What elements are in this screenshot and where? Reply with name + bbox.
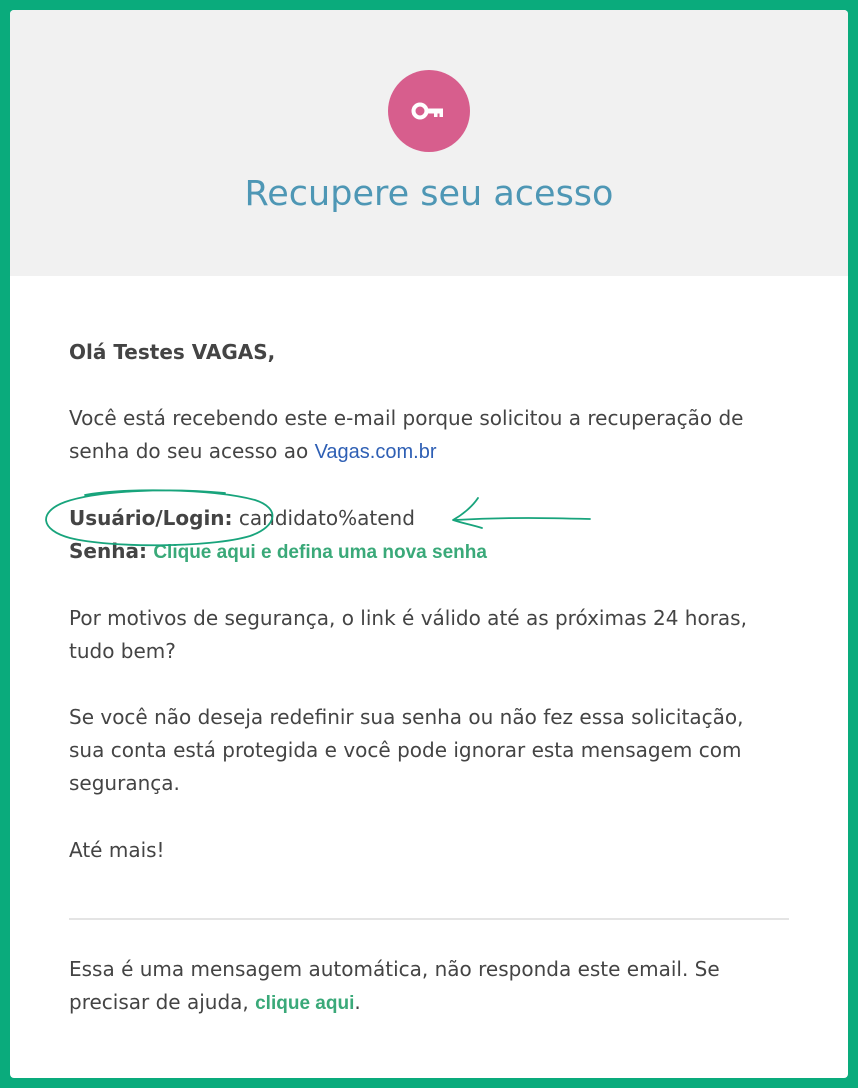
user-label: Usuário/Login: xyxy=(69,506,233,530)
ignore-line-2: sua conta está protegida e você pode ignorar esta mensagem com xyxy=(69,738,742,762)
divider xyxy=(69,918,789,920)
greeting: Olá Testes VAGAS, xyxy=(69,340,276,364)
annotation-arrow-head xyxy=(453,498,482,528)
vagas-link[interactable]: Vagas.com.br xyxy=(314,441,437,463)
user-row xyxy=(69,502,415,535)
key-badge xyxy=(388,70,470,152)
footer-line-1: Essa é uma mensagem automática, não responda este email. Se xyxy=(69,957,720,981)
help-link[interactable]: clique aqui xyxy=(255,993,355,1014)
password-label: Senha: xyxy=(69,539,147,563)
page-title: Recupere seu acesso xyxy=(244,174,614,214)
email-card xyxy=(10,10,848,1078)
user-value: candidato%atend xyxy=(238,506,415,530)
security-line-2: tudo bem? xyxy=(69,639,176,663)
footer-line-2-end: . xyxy=(354,990,361,1014)
intro-line-2 xyxy=(69,435,436,469)
intro-line-2-text: senha do seu acesso ao xyxy=(69,439,315,463)
annotation-arrow-shaft xyxy=(455,518,590,520)
security-line-1: Por motivos de segurança, o link é válido até as próximas 24 horas, xyxy=(69,606,747,630)
key-icon xyxy=(411,98,447,124)
ignore-line-3: segurança. xyxy=(69,771,180,795)
farewell: Até mais! xyxy=(69,838,165,862)
ignore-line-1: Se você não deseja redefinir sua senha ou não fez essa solicitação, xyxy=(69,705,744,729)
password-row xyxy=(69,535,487,569)
footer-line-2 xyxy=(69,986,361,1020)
define-password-link[interactable]: Clique aqui e defina uma nova senha xyxy=(153,542,487,563)
footer-line-2-text: precisar de ajuda, xyxy=(69,990,256,1014)
email-header xyxy=(10,10,848,276)
intro-line-1: Você está recebendo este e-mail porque solicitou a recuperação de xyxy=(69,406,744,430)
